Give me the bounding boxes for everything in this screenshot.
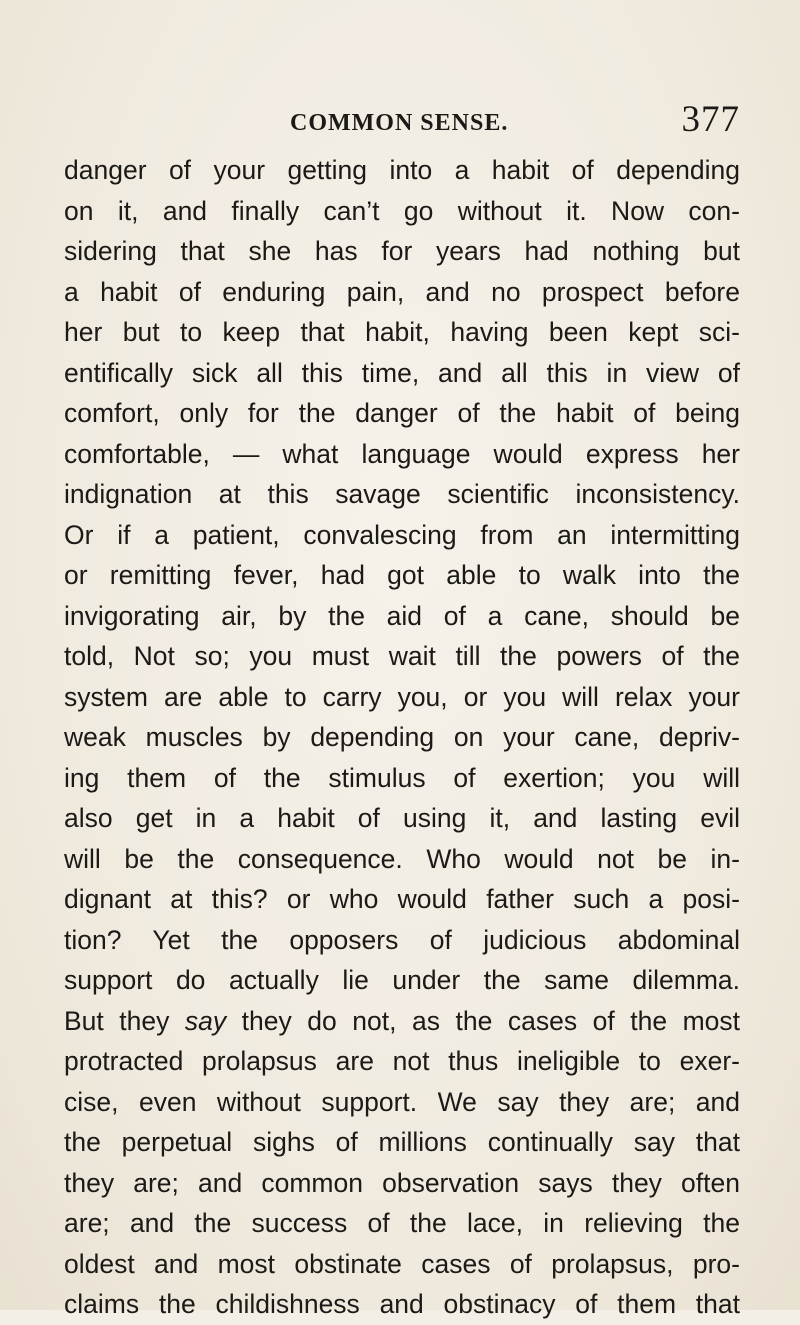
text-line: entifically sick all this time, and all this in view of: [64, 357, 740, 388]
text-line: tion? Yet the opposers of judicious abdominal: [64, 924, 740, 955]
text-line: also get in a habit of using it, and lasting evil: [64, 803, 740, 833]
text-line: are; and the success of the lace, in relieving the: [64, 1208, 740, 1238]
text-line: a habit of enduring pain, and no prospect before: [64, 276, 740, 307]
text-line: Or if a patient, convalescing from an intermitting: [64, 519, 740, 550]
text-line: claims the childishness and obstinacy of them that: [64, 1289, 740, 1319]
text-line: or remitting fever, had got able to walk into the: [64, 560, 740, 590]
text-line: invigorating air, by the aid of a cane, should be: [64, 600, 740, 631]
text-line: told, Not so; you must wait till the powers of the: [64, 641, 740, 671]
text-line: weak muscles by depending on your cane, depriv-: [64, 722, 740, 752]
text-line: sidering that she has for years had nothing but: [64, 236, 740, 266]
text-line: her but to keep that habit, having been kept sci-: [64, 317, 740, 347]
text-line: comfortable, — what language would express her: [64, 438, 740, 469]
body-text: [64, 150, 740, 1325]
emphasized-word: say: [184, 1005, 227, 1036]
text-line: system are able to carry you, or you will relax your: [64, 681, 740, 712]
text-line: comfort, only for the danger of the habit of being: [64, 398, 740, 428]
running-title: COMMON SENSE.: [290, 110, 509, 136]
text-line: indignation at this savage scientific inconsistency.: [64, 479, 740, 509]
text-line: dignant at this? or who would father such a posi-: [64, 884, 740, 914]
text-line: cise, even without support. We say they are; and: [64, 1086, 740, 1117]
text-segment: But they: [64, 1005, 185, 1036]
text-line: oldest and most obstinate cases of prolapsus, pro-: [64, 1248, 740, 1279]
text-line: will be the consequence. Who would not be in-: [64, 843, 740, 874]
text-line-with-emphasis: [64, 1001, 740, 1042]
text-line: danger of your getting into a habit of depending: [64, 155, 740, 185]
text-line: they are; and common observation says they often: [64, 1167, 740, 1198]
text-line: on it, and finally can’t go without it. Now con-: [64, 195, 740, 226]
running-head: [150, 94, 740, 150]
page-number: 377: [681, 99, 740, 140]
text-segment: they do not, as the cases of the most: [226, 1005, 740, 1036]
text-line: the perpetual sighs of millions continually say that: [64, 1127, 740, 1157]
text-line: support do actually lie under the same dilemma.: [64, 965, 740, 995]
text-line: ing them of the stimulus of exertion; you will: [64, 762, 740, 793]
text-line: protracted prolapsus are not thus ineligible to exer-: [64, 1046, 740, 1076]
